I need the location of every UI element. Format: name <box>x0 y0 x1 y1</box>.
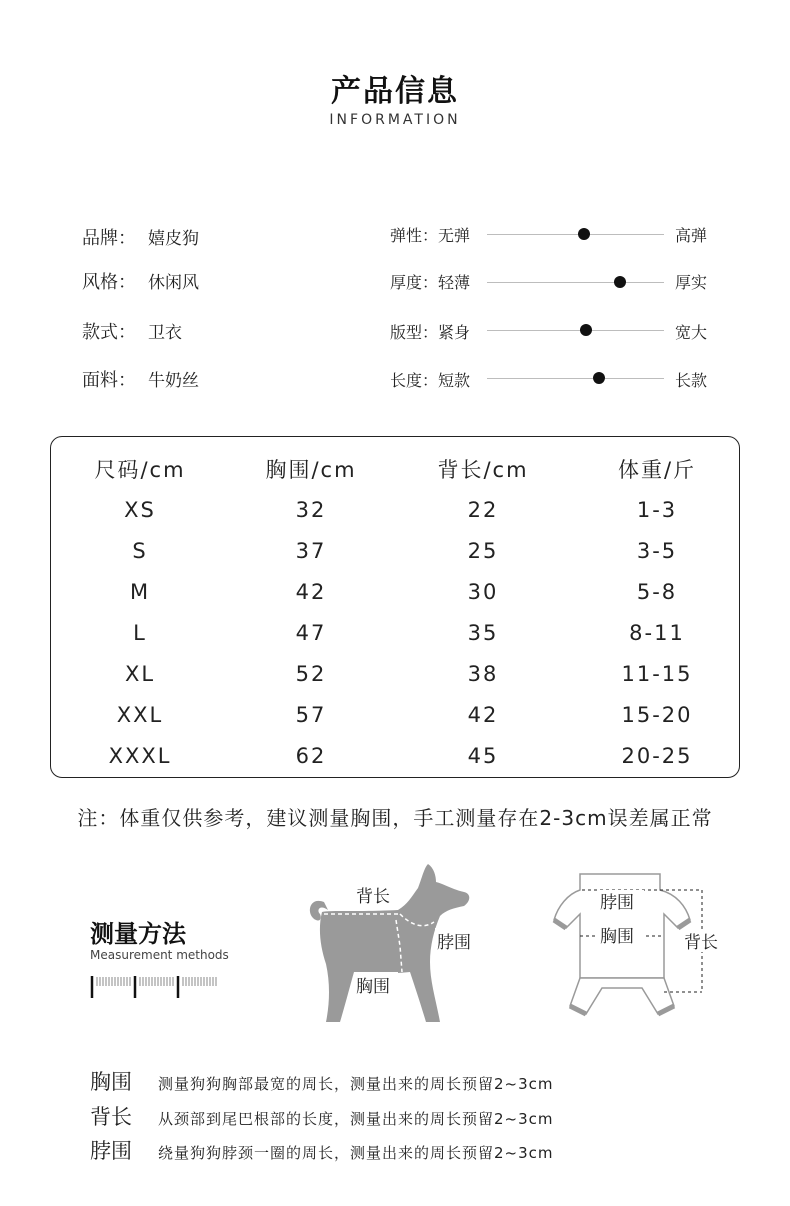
definition-back-length <box>90 1101 554 1131</box>
cell-size: L <box>133 620 147 645</box>
cell-size: M <box>129 579 151 604</box>
attribute-value: 卫衣 <box>148 323 182 343</box>
shirt-label-chest: 胸围 <box>600 927 634 947</box>
cell-chest: 52 <box>295 661 327 686</box>
scale-label <box>390 368 470 391</box>
scale-max-label: 高弹 <box>675 226 708 245</box>
shirt-label-back: 背长 <box>684 933 718 953</box>
scale-min-label: 无弹 <box>438 226 471 245</box>
ruler-icon <box>90 972 220 1000</box>
table-row <box>55 694 745 735</box>
cell-chest: 57 <box>295 702 327 727</box>
definition-term: 背长 <box>90 1105 132 1129</box>
method-title: 测量方法 <box>90 920 186 948</box>
attribute-value: 牛奶丝 <box>148 371 199 391</box>
cell-size: XS <box>124 497 156 522</box>
scale-indicator <box>614 276 626 288</box>
header-back-length: 背长/cm <box>437 457 529 482</box>
scale-indicator <box>580 324 592 336</box>
attribute-value: 休闲风 <box>148 273 199 293</box>
cell-chest: 32 <box>295 497 327 522</box>
cell-chest: 47 <box>295 620 327 645</box>
cell-weight: 8-11 <box>629 620 685 645</box>
scale-min-label: 紧身 <box>438 323 471 342</box>
dog-label-chest: 胸围 <box>356 977 390 997</box>
cell-back-length: 30 <box>467 579 499 604</box>
cell-back-length: 45 <box>467 743 499 768</box>
cell-chest: 37 <box>295 538 327 563</box>
scale-max-label: 长款 <box>675 371 708 390</box>
scale-min-label: 短款 <box>438 371 471 390</box>
attribute-key: 风格： <box>82 272 136 293</box>
header-chest: 胸围/cm <box>265 457 357 482</box>
attribute-brand <box>82 224 199 250</box>
page-subtitle: INFORMATION <box>329 112 461 128</box>
dog-label-back: 背长 <box>356 887 390 907</box>
cell-weight: 11-15 <box>621 661 693 686</box>
table-row <box>55 735 745 776</box>
attribute-key: 面料： <box>82 370 136 391</box>
scale-label <box>390 223 470 246</box>
table-row <box>55 653 745 694</box>
definition-desc: 从颈部到尾巴根部的长度，测量出来的周长预留2~3cm <box>158 1110 554 1128</box>
scale-name: 弹性： <box>390 226 439 245</box>
scale-indicator <box>593 372 605 384</box>
scale-min-label: 轻薄 <box>438 273 471 292</box>
scale-track <box>487 330 664 331</box>
cell-chest: 62 <box>295 743 327 768</box>
scale-max-label: 宽大 <box>675 323 708 342</box>
definition-chest <box>90 1066 554 1096</box>
dog-diagram <box>300 860 500 1030</box>
cell-back-length: 25 <box>467 538 499 563</box>
method-subtitle: Measurement methods <box>90 948 229 962</box>
attribute-value: 嬉皮狗 <box>148 229 199 249</box>
table-row <box>55 571 745 612</box>
cell-size: S <box>132 538 148 563</box>
attribute-key: 款式： <box>82 322 136 343</box>
cell-chest: 42 <box>295 579 327 604</box>
definition-desc: 测量狗狗胸部最宽的周长，测量出来的周长预留2~3cm <box>158 1075 554 1093</box>
cell-weight: 3-5 <box>636 538 678 563</box>
scale-name: 版型： <box>390 323 439 342</box>
definition-term: 胸围 <box>90 1070 132 1094</box>
attribute-style <box>82 268 199 294</box>
scale-track <box>487 234 664 235</box>
size-table-header <box>55 448 745 489</box>
attribute-type <box>82 318 182 344</box>
header-size: 尺码/cm <box>94 457 186 482</box>
shirt-diagram <box>540 868 740 1028</box>
cell-size: XL <box>124 661 156 686</box>
definition-desc: 绕量狗狗脖颈一圈的周长，测量出来的周长预留2~3cm <box>158 1144 554 1162</box>
scale-label <box>390 320 470 343</box>
cell-weight: 15-20 <box>621 702 693 727</box>
cell-back-length: 38 <box>467 661 499 686</box>
definition-term: 脖围 <box>90 1139 132 1163</box>
scale-indicator <box>578 228 590 240</box>
cell-size: XXXL <box>108 743 172 768</box>
scale-label <box>390 270 470 293</box>
scale-track <box>487 378 664 379</box>
scale-max-label: 厚实 <box>675 273 708 292</box>
definition-neck <box>90 1135 554 1165</box>
attribute-fabric <box>82 366 199 392</box>
cell-weight: 20-25 <box>621 743 693 768</box>
table-row <box>55 530 745 571</box>
cell-weight: 1-3 <box>636 497 678 522</box>
cell-back-length: 35 <box>467 620 499 645</box>
cell-back-length: 22 <box>467 497 499 522</box>
scale-name: 长度： <box>390 371 439 390</box>
scale-name: 厚度： <box>390 273 439 292</box>
cell-size: XXL <box>116 702 164 727</box>
shirt-label-neck: 脖围 <box>600 893 634 913</box>
size-table <box>55 448 745 776</box>
attribute-key: 品牌： <box>82 228 136 249</box>
page-title: 产品信息 <box>331 74 459 109</box>
cell-weight: 5-8 <box>636 579 678 604</box>
dog-label-neck: 脖围 <box>437 933 471 953</box>
cell-back-length: 42 <box>467 702 499 727</box>
scale-track <box>487 282 664 283</box>
header-weight: 体重/斤 <box>617 457 697 482</box>
table-row <box>55 612 745 653</box>
measurement-note: 注：体重仅供参考，建议测量胸围，手工测量存在2-3cm误差属正常 <box>77 806 713 830</box>
table-row <box>55 489 745 530</box>
